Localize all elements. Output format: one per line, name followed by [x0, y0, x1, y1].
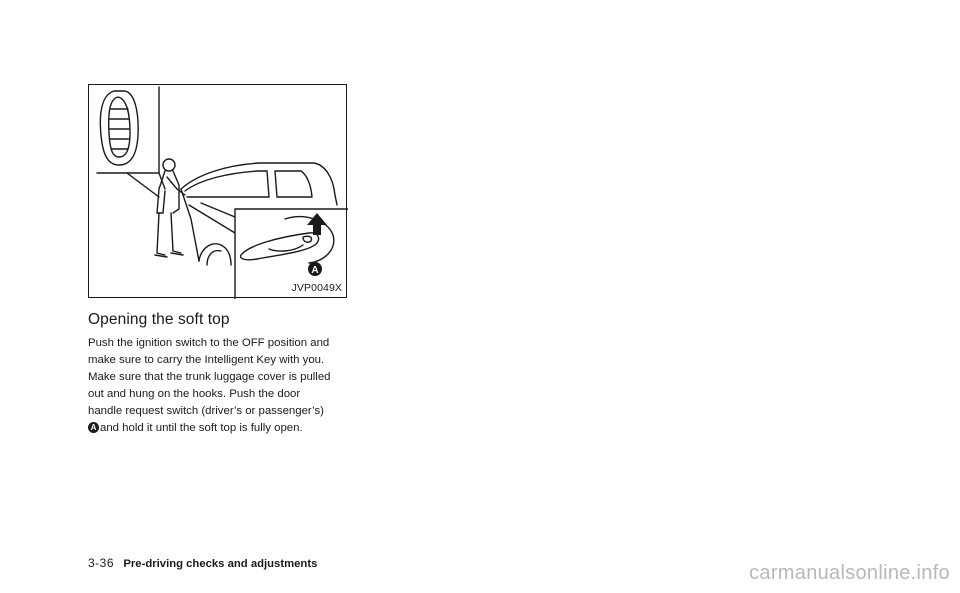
body-line-6-text: and hold it until the soft top is fully open.	[100, 422, 303, 434]
section-body	[88, 335, 350, 437]
page-footer	[88, 556, 317, 570]
intelligent-key-door-handle-illustration	[89, 85, 348, 299]
callout-a-icon: A	[88, 422, 99, 433]
body-line-2: make sure to carry the Intelligent Key with you.	[88, 354, 325, 366]
figure-code: JVP0049X	[291, 282, 342, 294]
figure-callout-letter: A	[311, 265, 319, 276]
watermark: carmanualsonline.info	[749, 562, 950, 584]
body-line-6	[88, 420, 350, 437]
body-line-3: Make sure that the trunk luggage cover is pulled	[88, 371, 331, 383]
body-line-5: handle request switch (driver’s or passenger’s)	[88, 405, 324, 417]
page-number: 3-36	[88, 556, 115, 570]
body-line-1: Push the ignition switch to the OFF position and	[88, 337, 330, 349]
body-line-4: out and hung on the hooks. Push the door	[88, 388, 301, 400]
section-title: Opening the soft top	[88, 311, 230, 328]
chapter-title: Pre-driving checks and adjustments	[123, 558, 318, 570]
illustration-figure	[88, 84, 347, 298]
